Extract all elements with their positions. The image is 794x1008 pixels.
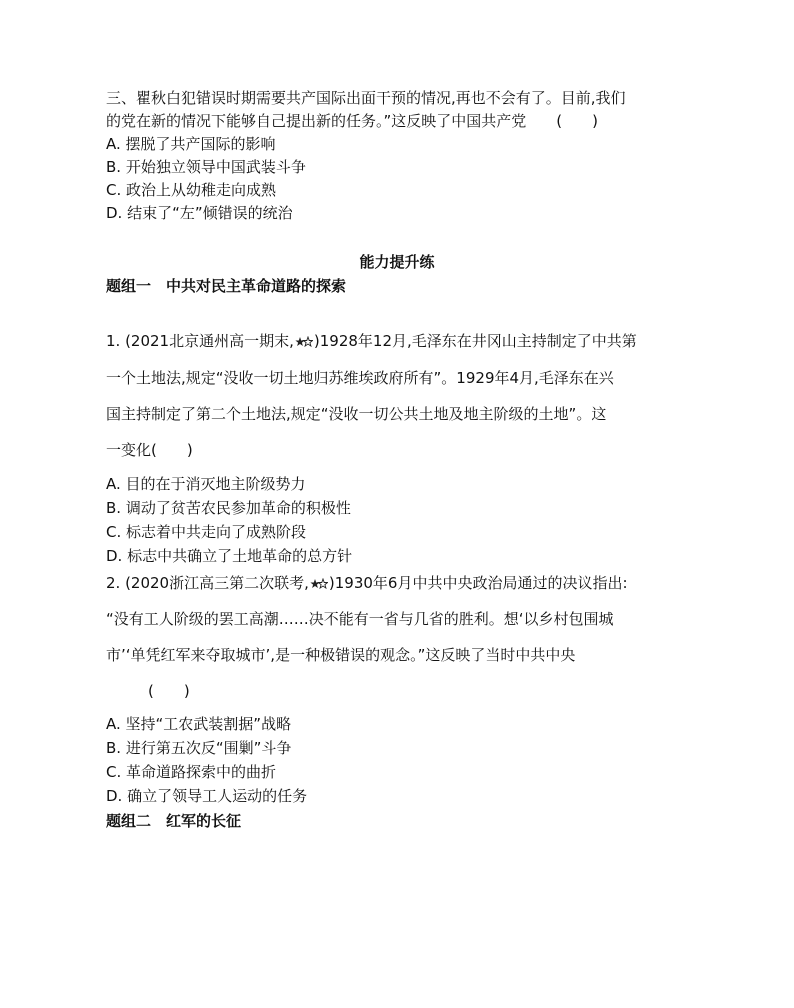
q2-line-1 bbox=[106, 573, 628, 593]
q1-option-c: C. 标志着中共走向了成熟阶段 bbox=[106, 523, 307, 541]
q2-text-1: )1930年6月中共中央政治局通过的决议指出: bbox=[328, 574, 628, 592]
q2-option-c: C. 革命道路探索中的曲折 bbox=[106, 763, 277, 781]
q2-source: 2. (2020浙江高三第二次联考, bbox=[106, 574, 309, 592]
q1-line-3: 国主持制定了第二个土地法,规定“没收一切公共土地及地主阶级的土地”。这 bbox=[106, 405, 607, 423]
group2-title: 题组二 红军的长征 bbox=[106, 812, 242, 830]
section-title: 能力提升练 bbox=[359, 253, 435, 271]
q1-line-4: 一变化( ) bbox=[106, 441, 193, 459]
intro-question-line-2: 的党在新的情况下能够自己提出新的任务。”这反映了中国共产党 ( ) bbox=[106, 112, 598, 130]
intro-option-b: B. 开始独立领导中国武装斗争 bbox=[106, 158, 306, 176]
difficulty-stars-icon bbox=[310, 578, 328, 590]
q2-option-b: B. 进行第五次反“围剿”斗争 bbox=[106, 739, 292, 757]
q1-line-1 bbox=[106, 331, 637, 351]
difficulty-stars-icon bbox=[295, 336, 313, 348]
q2-line-3: 市’‘单凭红军来夺取城市’,是一种极错误的观念。”这反映了当时中共中央 bbox=[106, 646, 576, 664]
q1-option-b: B. 调动了贫苦农民参加革命的积极性 bbox=[106, 499, 351, 517]
q1-option-d: D. 标志中共确立了土地革命的总方针 bbox=[106, 547, 353, 565]
q2-option-a: A. 坚持“工农武装割据”战略 bbox=[106, 715, 292, 733]
q1-text-1: )1928年12月,毛泽东在井冈山主持制定了中共第 bbox=[313, 332, 637, 350]
q1-source: 1. (2021北京通州高一期末, bbox=[106, 332, 294, 350]
intro-option-c: C. 政治上从幼稚走向成熟 bbox=[106, 181, 277, 199]
group1-title: 题组一 中共对民主革命道路的探索 bbox=[106, 277, 347, 295]
q1-line-2: 一个土地法,规定“没收一切土地归苏维埃政府所有”。1929年4月,毛泽东在兴 bbox=[106, 369, 614, 387]
q2-answer-blank: ( ) bbox=[148, 682, 190, 700]
q1-option-a: A. 目的在于消灭地主阶级势力 bbox=[106, 475, 306, 493]
intro-option-d: D. 结束了“左”倾错误的统治 bbox=[106, 204, 293, 222]
intro-question-line-1: 三、瞿秋白犯错误时期需要共产国际出面干预的情况,再也不会有了。目前,我们 bbox=[106, 89, 626, 107]
q2-line-2: “没有工人阶级的罢工高潮……决不能有一省与几省的胜利。想‘以乡村包围城 bbox=[106, 610, 614, 628]
intro-option-a: A. 摆脱了共产国际的影响 bbox=[106, 135, 276, 153]
q2-option-d: D. 确立了领导工人运动的任务 bbox=[106, 787, 308, 805]
